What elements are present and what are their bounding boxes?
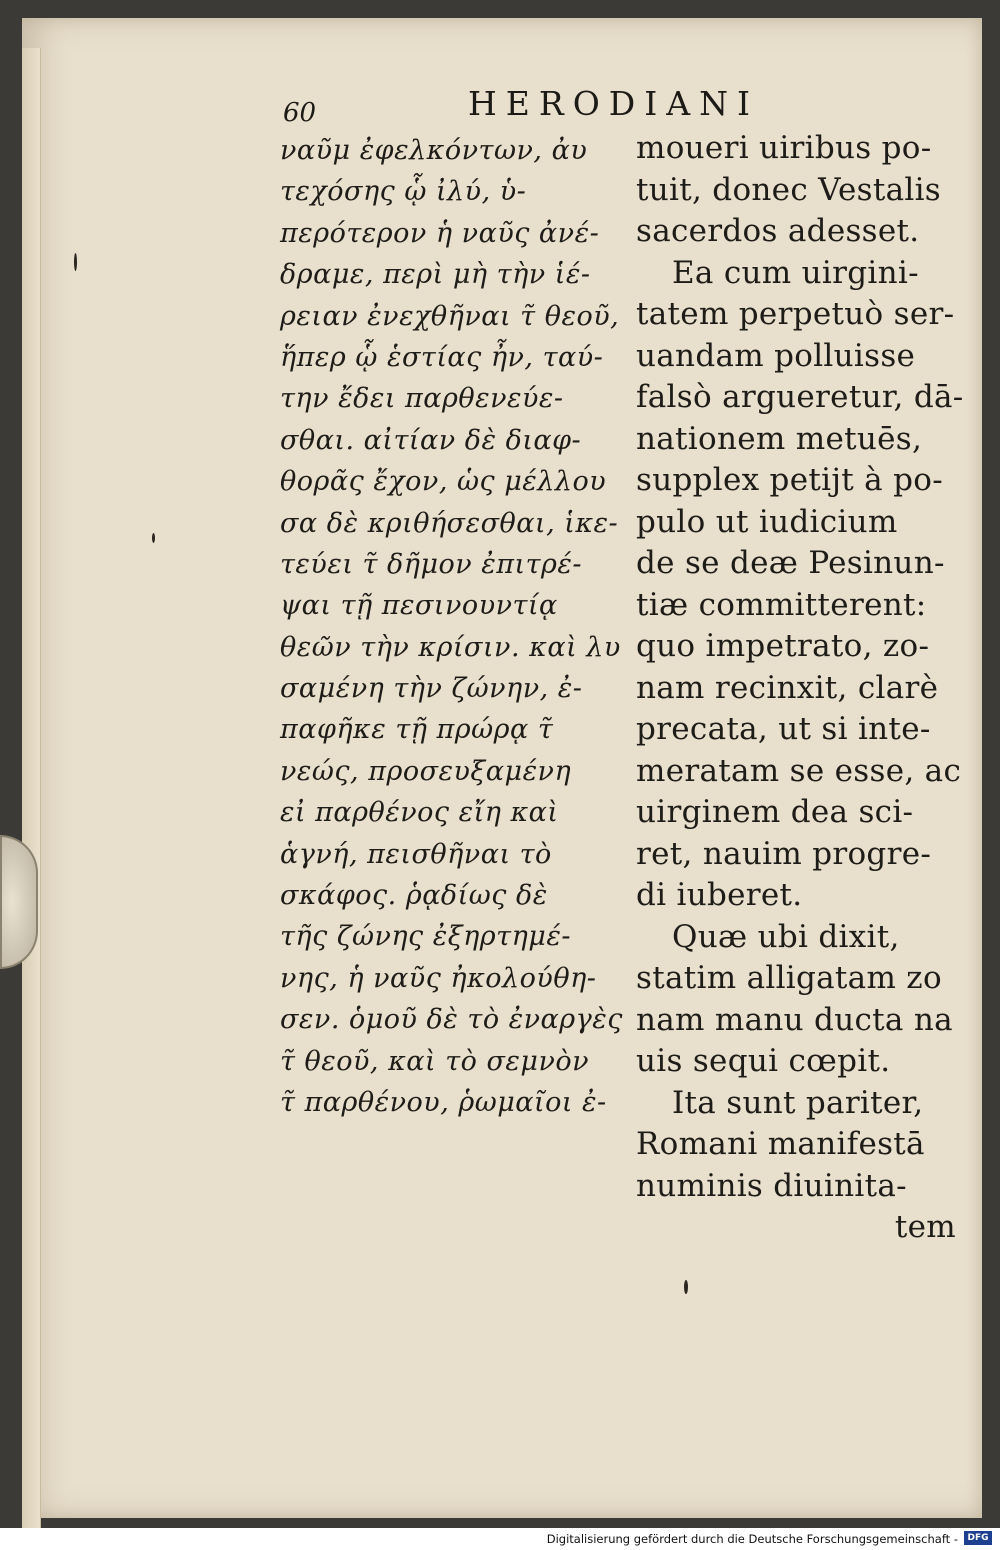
dfg-logo: DFG: [964, 1531, 992, 1545]
greek-line: σεν. ὁμοῦ δὲ τὸ ἐναργὲς: [280, 1004, 623, 1036]
latin-line: numinis diuinita-: [636, 1167, 907, 1204]
greek-line: ἁγνή, πεισθῆναι τὸ: [280, 838, 552, 870]
greek-column: [280, 130, 623, 1123]
greek-line: εἰ παρθένος εἴη καὶ: [280, 797, 559, 829]
greek-line: τεχόσης ᾧ ἰλύ, ὑ-: [280, 176, 527, 208]
latin-line: sacerdos adesset.: [636, 213, 920, 249]
page-title: HERODIANI: [468, 84, 760, 123]
page-number: 60: [283, 98, 317, 128]
latin-line: de se deæ Pesinun-: [636, 545, 945, 581]
greek-line: τῆς ζώνης ἐξηρτημέ-: [280, 921, 571, 953]
clasp-ornament: [0, 835, 38, 969]
latin-line: falsò argueretur, dā-: [636, 379, 964, 415]
latin-line: Romani manifestā: [636, 1126, 925, 1162]
latin-line: uandam polluisse: [636, 337, 916, 374]
greek-line: θεῶν τὴν κρίσιν. καὶ λυ: [280, 631, 621, 663]
latin-line: pulo ut iudicium: [636, 503, 898, 540]
latin-line: uirginem dea sci-: [636, 794, 914, 830]
greek-line: περότερον ἡ ναῦς ἀνέ-: [280, 217, 600, 249]
catchword: tem: [894, 1209, 956, 1245]
greek-line: ψαι τῇ πεσινουντίᾳ: [280, 590, 558, 622]
latin-line: nam recinxit, clarè: [636, 669, 939, 706]
latin-line: ret, nauim progre-: [636, 835, 932, 872]
funding-note: Digitalisierung gefördert durch die Deutsche Forschungsgemeinschaft -: [546, 1532, 958, 1546]
latin-line: meratam se esse, ac: [636, 752, 962, 789]
latin-column: [636, 128, 964, 1249]
latin-line: statim alligatam zo: [636, 960, 942, 996]
greek-line: δραμε, περὶ μὴ τὴν ἱέ-: [280, 259, 591, 291]
latin-line: tatem perpetuò ser-: [636, 296, 955, 332]
latin-line: precata, ut si inte-: [636, 711, 931, 747]
greek-line: τ̃ παρθένου, ῥωμαῖοι ἐ-: [280, 1086, 607, 1118]
greek-line: ἥπερ ᾧ ἑστίας ἦν, ταύ-: [280, 341, 604, 373]
latin-line: Ita sunt pariter,: [672, 1084, 924, 1121]
greek-line: νεώς, προσευξαμένη: [280, 755, 572, 787]
latin-line: Ea cum uirgini-: [672, 254, 919, 291]
greek-line: παφῆκε τῇ πρώρᾳ τ̃: [280, 714, 554, 746]
latin-line: uis sequi cœpit.: [636, 1043, 891, 1079]
greek-line: σκάφος. ῥᾳδίως δὲ: [280, 880, 548, 912]
latin-line: moueri uiribus po-: [636, 130, 932, 166]
greek-line: θορᾶς ἔχον, ὡς μέλλου: [280, 466, 607, 498]
page-gutter: [22, 48, 41, 1538]
greek-line: τ̃ θεοῦ, καὶ τὸ σεμνὸν: [280, 1045, 590, 1077]
greek-line: τεύει τ̃ δῆμον ἐπιτρέ-: [280, 548, 582, 580]
greek-line: σαμένη τὴν ζώνην, ἐ-: [280, 673, 583, 705]
footer-bar: [0, 1528, 1000, 1550]
greek-line: νης, ἡ ναῦς ἠκολούθη-: [280, 962, 597, 994]
latin-line: quo impetrato, zo-: [636, 628, 930, 664]
greek-line: σα δὲ κριθήσεσθαι, ἱκε-: [280, 507, 619, 539]
greek-line: σθαι. αἰτίαν δὲ διαφ-: [280, 424, 582, 456]
latin-line: nationem metuēs,: [636, 420, 923, 457]
latin-line: supplex petijt à po-: [636, 462, 943, 498]
latin-line: nam manu ducta na: [636, 1001, 953, 1038]
greek-line: ναῦμ ἐφελκόντων, ἀυ: [280, 135, 588, 166]
latin-line: di iuberet.: [636, 877, 803, 913]
greek-line: την ἔδει παρθενεύε-: [280, 383, 564, 415]
greek-line: ρειαν ἐνεχθῆναι τ̃ θεοῦ,: [280, 300, 620, 332]
latin-line: Quæ ubi dixit,: [672, 918, 900, 955]
latin-line: tiæ committerent:: [636, 586, 927, 623]
latin-line: tuit, donec Vestalis: [636, 171, 942, 208]
